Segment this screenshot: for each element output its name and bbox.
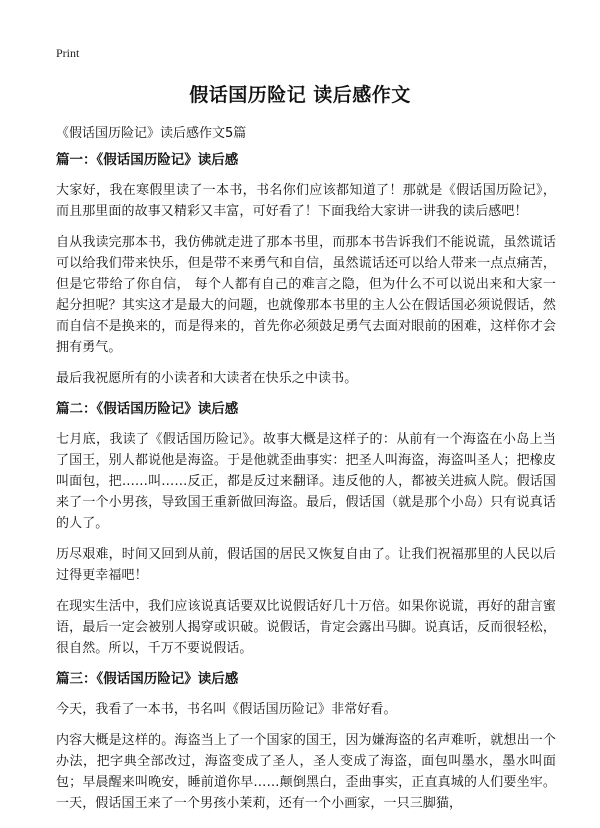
section-heading-1: 篇一：《假话国历险记》读后感: [56, 152, 239, 168]
print-link[interactable]: Print: [56, 46, 80, 60]
section-heading-2: 篇二：《假话国历险记》读后感: [56, 401, 239, 417]
section-heading-3: 篇三：《假话国历险记》读后感: [56, 671, 239, 687]
paragraph: 内容大概是这样的。海盗当上了一个国家的国王，因为嫌海盗的名声难听，就想出一个办法，把字典全部改过，海盗变成了圣人，圣人变成了海盗，面包叫墨水，墨水叫面包；早晨醒来叫晚安，睡前道你早……颠倒黑白，歪曲事实，正直真城的人们要坐牢。一天，假话国王来了一个男孩小茉莉，还有一个小画家，一只三脚猫，: [56, 733, 556, 811]
paragraph: 历尽艰难，时间又回到从前，假话国的居民又恢复自由了。让我们祝福那里的人民以后过得更幸福吧！: [56, 547, 556, 583]
paragraph: 大家好，我在寒假里读了一本书，书名你们应该都知道了！那就是《假话国历险记》，而且那里面的故事又精彩又丰富，可好看了！下面我给大家讲一讲我的读后感吧！: [56, 183, 556, 219]
paragraph: 最后我祝愿所有的小读者和大读者在快乐之中读书。: [56, 371, 358, 386]
paragraph: 在现实生活中，我们应该说真话要双比说假话好几十万倍。如果你说谎，再好的甜言蜜语，最后一定会被别人揭穿或识破。说假话，肯定会露出马脚。说真话，反而很轻松，很自然。所以，千万不要说假话。: [56, 599, 556, 656]
paragraph: 七月底，我读了《假话国历险记》。故事大概是这样子的：从前有一个海盗在小岛上当了国王，别人都说他是海盗。于是他就歪曲事实：把圣人叫海盗，海盗叫圣人；把橡皮叫面包，把……叫……反正，都是反过来翻译。违反他的人，都被关进疯人院。假话国来了一个小男孩，导致国王重新做回海盗。最后，假话国（就是那个小岛）只有说真话的人了。: [56, 432, 556, 531]
paragraph: 今天，我看了一本书，书名叫《假话国历险记》非常好看。: [56, 702, 397, 717]
paragraph: 自从我读完那本书，我仿佛就走进了那本书里，而那本书告诉我们不能说谎，虽然谎话可以给我们带来快乐，但是带不来勇气和自信，虽然谎话还可以给人带来一点点痛苦，但是它带给了你自信， 每个人都有自己的难言之隐，但为什么不可以说出来和大家一起分担呢？其实这才是最大的问题，也就像那本书里的主人公在假话国必须说假话，然而自信不是换来的，而是得来的，首先你必须鼓足勇气去面对眼前的困难，这样你才会拥有勇气。: [56, 235, 556, 355]
page-subtitle: 《假话国历险记》读后感作文5篇: [56, 126, 247, 141]
page-title: 假话国历险记 读后感作文: [189, 84, 411, 106]
article-body: [56, 150, 556, 824]
